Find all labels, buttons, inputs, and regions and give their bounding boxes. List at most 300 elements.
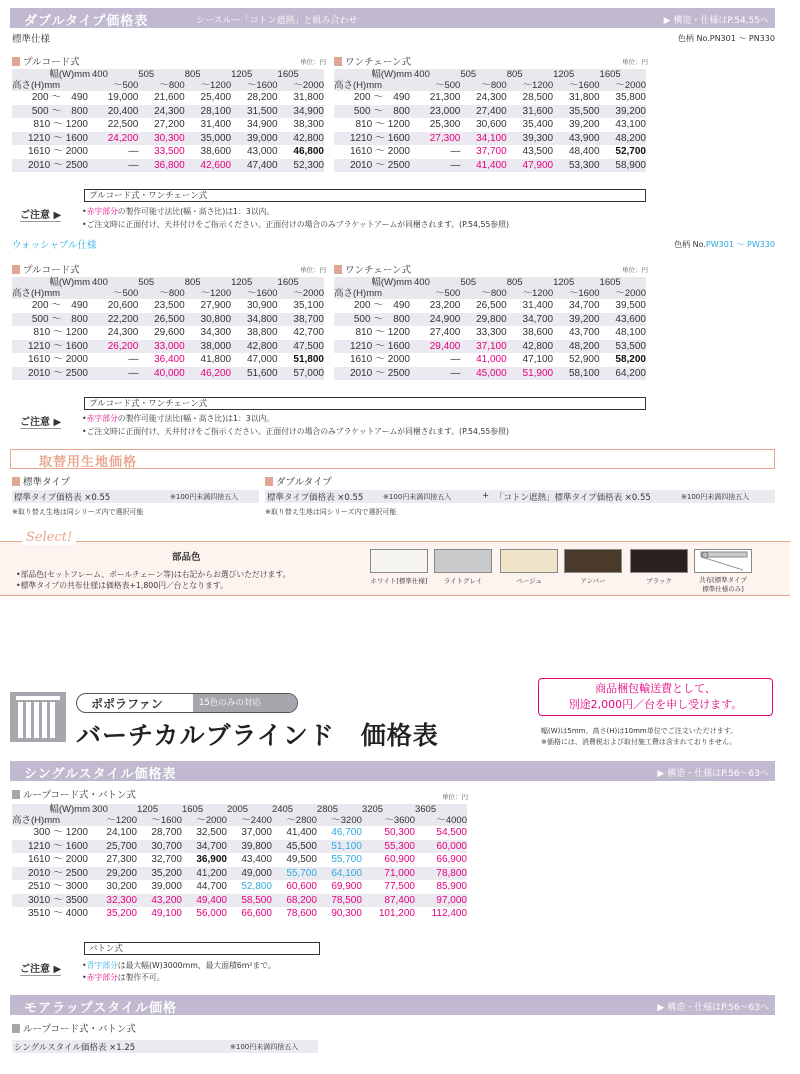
- price-cell: 78,800: [415, 867, 467, 881]
- price-cell: 43,400: [241, 854, 272, 865]
- table-row: [12, 159, 324, 173]
- price-cell: 43,600: [600, 313, 646, 327]
- price-cell: 47,400: [231, 159, 277, 173]
- width-range-to: 〜1600: [137, 815, 182, 826]
- height-range-label: 810 〜 1200: [12, 326, 92, 340]
- dimension-corner-cell: [334, 69, 414, 91]
- unit-label: 単位：円: [442, 793, 468, 801]
- price-cell: 48,200: [600, 132, 646, 146]
- wash-color-code: 色柄 No.PW301 〜 PW330: [674, 240, 775, 249]
- price-cell: 28,100: [185, 105, 231, 119]
- height-range-label: 3010 〜 3500: [12, 894, 92, 908]
- shipping-notice: [538, 678, 773, 716]
- price-cell: 44,700: [196, 881, 227, 892]
- price-cell: 38,600: [522, 327, 554, 338]
- price-cell: 36,800: [138, 159, 184, 173]
- width-axis-label: 幅(W)mm: [371, 277, 412, 288]
- width-range-to: 〜1600: [553, 288, 599, 299]
- heading-square-icon: [334, 57, 342, 66]
- price-cell: 39,800: [227, 840, 272, 854]
- swatch-cloth[interactable]: [694, 549, 752, 573]
- width-range-from: 505: [138, 277, 184, 288]
- price-cell: 30,900: [246, 300, 278, 311]
- price-cell: 66,900: [436, 854, 467, 865]
- one-chain-label: ワンチェーン式: [345, 265, 412, 276]
- price-cell: 30,200: [106, 881, 137, 892]
- price-cell: 34,700: [568, 300, 600, 311]
- height-range-label: 3510 〜 4000: [12, 907, 92, 921]
- width-range-to: 〜1600: [231, 288, 277, 299]
- structure-link[interactable]: ▶ 構造・仕様はP.56〜63へ: [657, 769, 769, 779]
- band-title: ダブルタイプ価格表: [24, 14, 149, 29]
- price-cell: 42,700: [293, 327, 324, 338]
- price-cell: 22,500: [107, 119, 139, 130]
- price-cell: 27,300: [414, 132, 460, 146]
- width-range-to: 〜2000: [278, 80, 324, 91]
- width-range-from: 505: [138, 69, 184, 80]
- price-cell: 45,000: [460, 367, 506, 381]
- vert-note-line-2: •赤字部分は製作不可。: [82, 973, 165, 982]
- dimension-corner-cell: [12, 277, 92, 299]
- table-row: [12, 105, 324, 119]
- price-cell: 29,400: [414, 340, 460, 354]
- price-cell: 51,100: [317, 840, 362, 854]
- price-cell: 24,100: [106, 827, 137, 838]
- width-range-from: 2805: [317, 804, 362, 815]
- price-cell: 33,000: [138, 340, 184, 354]
- table-row: [12, 299, 324, 313]
- price-cell: 43,700: [568, 327, 600, 338]
- width-range-from: 805: [185, 277, 231, 288]
- width-range-from: 300: [92, 804, 137, 815]
- std-color-code: 色柄 No.PN301 〜 PN330: [677, 34, 775, 43]
- table-row: [12, 145, 324, 159]
- band-subtitle: シースルー「コトン遮熱」と組み合わせ: [196, 16, 358, 26]
- height-range-label: 500 〜 800: [12, 105, 92, 119]
- height-range-label: 810 〜 1200: [334, 118, 414, 132]
- table-row: [12, 880, 467, 894]
- price-cell: 53,500: [600, 340, 646, 354]
- price-cell: 30,800: [185, 313, 231, 327]
- price-cell: —: [92, 367, 138, 381]
- price-cell: 26,200: [92, 340, 138, 354]
- price-cell: 51,800: [293, 354, 324, 365]
- note-line-2: •ご注文時に正面付け、天井付けをご指示ください。正面付けの場合のみブラケットアームが同梱されます。(P.54,55参照): [82, 427, 510, 436]
- width-range-to: 〜3600: [362, 815, 415, 826]
- price-cell: 56,000: [196, 908, 227, 919]
- price-cell: 85,900: [436, 881, 467, 892]
- swatch-amber[interactable]: [564, 549, 622, 573]
- price-cell: 27,300: [106, 854, 137, 865]
- double-type-label: ダブルタイプ: [276, 477, 332, 488]
- price-cell: 20,600: [107, 300, 139, 311]
- price-cell: 37,700: [476, 146, 507, 157]
- price-cell: 33,500: [154, 146, 185, 157]
- price-cell: 41,400: [286, 827, 317, 838]
- price-cell: 53,300: [553, 159, 599, 173]
- table-row: [12, 894, 467, 908]
- width-range-from: 2405: [272, 804, 317, 815]
- height-axis-label: 高さ(H)mm: [334, 80, 383, 91]
- height-range-label: 2010 〜 2500: [334, 367, 414, 381]
- select-script-label: Select!: [22, 530, 76, 545]
- price-cell: 31,800: [568, 92, 600, 103]
- price-cell: 20,400: [92, 105, 138, 119]
- width-range-from: 1205: [231, 69, 277, 80]
- price-cell: 41,200: [182, 867, 227, 881]
- shipping-line-1: 商品梱包輸送費として、: [595, 682, 716, 695]
- swatch-label-cloth: 共布[標準タイプ 標準仕様のみ]: [699, 576, 747, 593]
- price-cell: 42,600: [185, 159, 231, 173]
- width-range-to: 〜2000: [182, 815, 227, 826]
- note-line-1: •赤字部分の製作可能寸法比(幅・高さ比)は1：3以内。: [82, 207, 275, 216]
- price-cell: 112,400: [431, 908, 467, 919]
- price-cell: 47,000: [246, 354, 278, 365]
- price-cell: 42,800: [278, 132, 324, 146]
- swatch-label: ホワイト[標準仕様]: [370, 577, 428, 585]
- width-range-to: 〜1200: [92, 815, 137, 826]
- double-type-formula-row: [265, 490, 775, 503]
- price-cell: 32,700: [151, 854, 182, 865]
- price-cell: —: [414, 159, 460, 173]
- price-cell: 47,500: [278, 340, 324, 354]
- price-cell: 29,600: [154, 327, 185, 338]
- price-cell: 41,800: [200, 354, 232, 365]
- price-cell: 55,700: [272, 867, 317, 881]
- table-row: [12, 867, 467, 881]
- price-cell: 31,400: [200, 119, 232, 130]
- one-chain-label: ワンチェーン式: [345, 57, 412, 68]
- price-cell: 58,100: [553, 367, 599, 381]
- price-cell: 34,300: [200, 327, 232, 338]
- std-chain-price-table: [334, 69, 646, 172]
- table-row: [334, 367, 646, 381]
- height-range-label: 500 〜 800: [334, 105, 414, 119]
- price-cell: 52,300: [278, 159, 324, 173]
- brand-name: ポポラファン: [91, 697, 163, 711]
- price-cell: 39,000: [151, 881, 182, 892]
- width-axis-label: 幅(W)mm: [371, 69, 412, 80]
- washable-spec-label: ウォッシャブル仕様: [12, 240, 97, 251]
- height-range-label: 2010 〜 2500: [12, 367, 92, 381]
- unit-label: 単位：円: [300, 266, 326, 274]
- width-axis-label: 幅(W)mm: [49, 277, 90, 288]
- width-range-from: 1205: [231, 277, 277, 288]
- width-range-to: 〜1200: [507, 288, 553, 299]
- dimension-corner-cell: [12, 804, 92, 826]
- table-row: [334, 105, 646, 119]
- heading-square-icon: [12, 265, 20, 274]
- price-cell: 43,100: [615, 119, 646, 130]
- band-title: シングルスタイル価格表: [24, 767, 177, 782]
- height-range-label: 1210 〜 1600: [12, 340, 92, 354]
- price-cell: 43,000: [246, 146, 278, 157]
- std-type-formula-row: [12, 490, 259, 503]
- rounding-note: ※100円未満四捨五入: [681, 493, 750, 501]
- height-range-label: 2510 〜 3000: [12, 880, 92, 894]
- price-cell: 55,700: [331, 854, 362, 865]
- width-range-from: 805: [185, 69, 231, 80]
- more-wrap-band: [10, 995, 775, 1015]
- price-cell: —: [450, 354, 461, 365]
- width-range-to: 〜500: [414, 288, 460, 299]
- parts-line-2: •標準タイプの共布仕様は価格表+1,800円／台となります。: [16, 581, 228, 590]
- note-line-2: •ご注文時に正面付け、天井付けをご指示ください。正面付けの場合のみブラケットアームが同梱されます。(P.54,55参照): [82, 220, 510, 229]
- unit-label: 単位：円: [622, 58, 648, 66]
- price-cell: 35,800: [615, 92, 646, 103]
- price-cell: 60,900: [384, 854, 415, 865]
- price-cell: 47,900: [507, 159, 553, 173]
- price-cell: 34,700: [507, 313, 553, 327]
- price-cell: 34,100: [460, 132, 506, 146]
- height-range-label: 1610 〜 2000: [334, 353, 414, 367]
- table-row: [334, 299, 646, 313]
- height-axis-label: 高さ(H)mm: [12, 815, 61, 826]
- double-type-formula-1: 標準タイプ価格表 ×0.55: [267, 493, 364, 503]
- price-cell: 22,200: [92, 313, 138, 327]
- vertical-blind-icon: [10, 692, 66, 742]
- height-range-label: 500 〜 800: [334, 313, 414, 327]
- price-cell: 39,200: [553, 313, 599, 327]
- price-cell: 31,800: [293, 92, 324, 103]
- swatch-label: ライトグレイ: [443, 577, 483, 585]
- price-cell: 60,600: [286, 881, 317, 892]
- price-cell: 52,800: [241, 881, 272, 892]
- height-range-label: 1610 〜 2000: [12, 353, 92, 367]
- price-cell: 48,200: [553, 340, 599, 354]
- table-row: [12, 91, 324, 105]
- price-cell: 39,200: [568, 119, 600, 130]
- pull-cord-label: プルコード式: [23, 57, 80, 68]
- width-range-from: 805: [507, 69, 553, 80]
- heading-square-icon: [12, 790, 20, 799]
- table-row: [12, 340, 324, 354]
- width-range-from: 1205: [553, 69, 599, 80]
- width-range-to: 〜4000: [415, 815, 467, 826]
- price-cell: 57,000: [278, 367, 324, 381]
- price-cell: 23,200: [429, 300, 461, 311]
- price-cell: 97,000: [415, 894, 467, 908]
- height-range-label: 200 〜 490: [12, 299, 92, 313]
- vert-note-line-1: •青字部分は最大幅(W)3000mm、最大面積6m²まで。: [82, 961, 276, 970]
- height-range-label: 200 〜 490: [12, 91, 92, 105]
- width-range-to: 〜3200: [317, 815, 362, 826]
- height-range-label: 1210 〜 1600: [334, 340, 414, 354]
- std-type-label: 標準タイプ: [23, 477, 71, 488]
- width-range-from: 2005: [227, 804, 272, 815]
- height-range-label: 1610 〜 2000: [12, 145, 92, 159]
- double-type-formula-2: 「コトン遮熱」標準タイプ価格表 ×0.55: [495, 493, 651, 503]
- brand-tag: 15色のみの対応: [193, 694, 298, 713]
- more-loop-heading: [12, 1021, 136, 1035]
- price-cell: 30,300: [138, 132, 184, 146]
- std-type-heading: [12, 474, 70, 488]
- std-type-note: ※取り替え生地は同シリーズ内で選択可能: [12, 508, 144, 516]
- table-row: [12, 367, 324, 381]
- width-range-to: 〜800: [460, 80, 506, 91]
- price-cell: 43,500: [522, 146, 554, 157]
- price-cell: 52,700: [615, 146, 646, 157]
- price-cell: 28,500: [522, 92, 554, 103]
- wash-pull-price-table: [12, 277, 324, 380]
- swatch-beige[interactable]: [500, 549, 558, 573]
- width-range-from: 400: [414, 69, 460, 80]
- price-cell: 101,200: [378, 908, 415, 919]
- price-cell: 24,900: [414, 313, 460, 327]
- height-axis-label: 高さ(H)mm: [12, 80, 61, 91]
- price-cell: 52,900: [568, 354, 600, 365]
- width-range-to: 〜500: [92, 288, 138, 299]
- price-cell: 27,400: [460, 105, 506, 119]
- height-range-label: 810 〜 1200: [334, 326, 414, 340]
- double-price-band: [10, 8, 775, 28]
- pull-cord-heading: [12, 54, 80, 68]
- height-range-label: 2010 〜 2500: [12, 159, 92, 173]
- pull-cord-label: プルコード式: [23, 265, 80, 276]
- table-row: [334, 91, 646, 105]
- swatch-black[interactable]: [630, 549, 688, 573]
- table-row: [12, 353, 324, 367]
- price-cell: 36,400: [154, 354, 185, 365]
- rounding-note: ※100円未満四捨五入: [383, 493, 452, 501]
- price-cell: 68,200: [272, 894, 317, 908]
- parts-color-title: 部品色: [172, 552, 201, 563]
- price-cell: 27,900: [200, 300, 232, 311]
- price-cell: 46,200: [185, 367, 231, 381]
- price-cell: 21,300: [429, 92, 461, 103]
- price-cell: 28,700: [151, 827, 182, 838]
- width-range-from: 400: [414, 277, 460, 288]
- replace-fabric-band: [10, 449, 775, 469]
- price-cell: 51,600: [231, 367, 277, 381]
- note-scope-box: プルコード式・ワンチェーン式: [84, 189, 646, 202]
- price-cell: —: [128, 146, 139, 157]
- width-range-from: 400: [92, 69, 138, 80]
- caution-label: ご注意 ▶: [20, 960, 61, 976]
- more-loop-label: ループコード式・バトン式: [23, 1024, 136, 1035]
- more-formula: シングルスタイル価格表 ×1.25: [14, 1043, 136, 1053]
- table-row: [12, 853, 467, 867]
- price-cell: 35,400: [522, 119, 554, 130]
- width-range-to: 〜500: [414, 80, 460, 91]
- price-cell: 42,800: [231, 340, 277, 354]
- price-cell: 54,500: [436, 827, 467, 838]
- width-range-from: 1205: [553, 277, 599, 288]
- price-cell: 37,100: [460, 340, 506, 354]
- swatch-white[interactable]: [370, 549, 428, 573]
- table-row: [12, 118, 324, 132]
- swatch-light-gray[interactable]: [434, 549, 492, 573]
- width-range-to: 〜1600: [553, 80, 599, 91]
- swatch-label: ブラック: [646, 577, 672, 585]
- price-cell: 25,700: [92, 840, 137, 854]
- price-cell: 49,100: [151, 908, 182, 919]
- plus-sign: +: [482, 491, 490, 501]
- width-range-to: 〜1600: [231, 80, 277, 91]
- loop-cord-heading: [12, 787, 136, 801]
- width-range-to: 〜500: [92, 80, 138, 91]
- price-cell: 24,300: [138, 105, 184, 119]
- structure-link[interactable]: ▶ 構造・仕様はP.56〜63へ: [657, 1003, 769, 1013]
- price-cell: 23,000: [414, 105, 460, 119]
- price-cell: 64,200: [600, 367, 646, 381]
- price-cell: 29,800: [460, 313, 506, 327]
- price-cell: 21,600: [154, 92, 185, 103]
- note-scope-box: プルコード式・ワンチェーン式: [84, 397, 646, 410]
- table-row: [12, 907, 467, 921]
- heading-square-icon: [12, 477, 20, 486]
- height-range-label: 1210 〜 1600: [12, 132, 92, 146]
- one-chain-heading: [334, 262, 411, 276]
- height-range-label: 1610 〜 2000: [12, 853, 92, 867]
- price-cell: 51,900: [507, 367, 553, 381]
- price-cell: 37,000: [241, 827, 272, 838]
- double-type-heading: [265, 474, 332, 488]
- price-cell: 24,300: [476, 92, 507, 103]
- price-cell: 90,300: [331, 908, 362, 919]
- single-style-band: [10, 761, 775, 781]
- single-style-price-table: [12, 804, 467, 921]
- price-cell: 58,200: [615, 354, 646, 365]
- price-cell: 35,000: [185, 132, 231, 146]
- price-cell: 58,900: [600, 159, 646, 173]
- price-cell: —: [414, 367, 460, 381]
- price-cell: 38,700: [278, 313, 324, 327]
- width-range-from: 1205: [137, 804, 182, 815]
- width-range-to: 〜800: [138, 288, 184, 299]
- price-cell: 39,200: [600, 105, 646, 119]
- price-cell: —: [92, 159, 138, 173]
- price-cell: 49,000: [227, 867, 272, 881]
- cloth-blind-icon: [695, 550, 751, 572]
- price-cell: 38,600: [200, 146, 232, 157]
- width-range-from: 3605: [415, 804, 467, 815]
- price-cell: 78,500: [317, 894, 362, 908]
- rounding-note: ※100円未満四捨五入: [170, 493, 239, 501]
- table-row: [334, 340, 646, 354]
- price-cell: 26,500: [138, 313, 184, 327]
- wash-chain-price-table: [334, 277, 646, 380]
- loop-cord-label: ループコード式・バトン式: [23, 790, 136, 801]
- price-cell: 40,000: [138, 367, 184, 381]
- table-row: [12, 313, 324, 327]
- heading-square-icon: [12, 57, 20, 66]
- price-cell: 49,400: [182, 894, 227, 908]
- height-range-label: 1210 〜 1600: [334, 132, 414, 146]
- caution-label: ご注意 ▶: [20, 206, 61, 222]
- heading-square-icon: [334, 265, 342, 274]
- table-row: [334, 159, 646, 173]
- height-axis-label: 高さ(H)mm: [334, 288, 383, 299]
- price-cell: 26,500: [476, 300, 507, 311]
- width-range-to: 〜2000: [600, 288, 646, 299]
- height-range-label: 200 〜 490: [334, 91, 414, 105]
- table-row: [334, 353, 646, 367]
- width-range-to: 〜2000: [600, 80, 646, 91]
- height-axis-label: 高さ(H)mm: [12, 288, 61, 299]
- structure-link[interactable]: ▶ 構造・仕様はP.54,55へ: [663, 16, 769, 26]
- table-row: [12, 132, 324, 146]
- price-cell: 31,500: [231, 105, 277, 119]
- price-cell: 38,000: [185, 340, 231, 354]
- price-cell: 24,300: [107, 327, 139, 338]
- price-cell: 35,200: [137, 867, 182, 881]
- price-cell: 38,300: [293, 119, 324, 130]
- note-scope-box: バトン式: [84, 942, 320, 955]
- table-row: [12, 826, 467, 840]
- price-cell: 77,500: [384, 881, 415, 892]
- price-cell: 38,800: [246, 327, 278, 338]
